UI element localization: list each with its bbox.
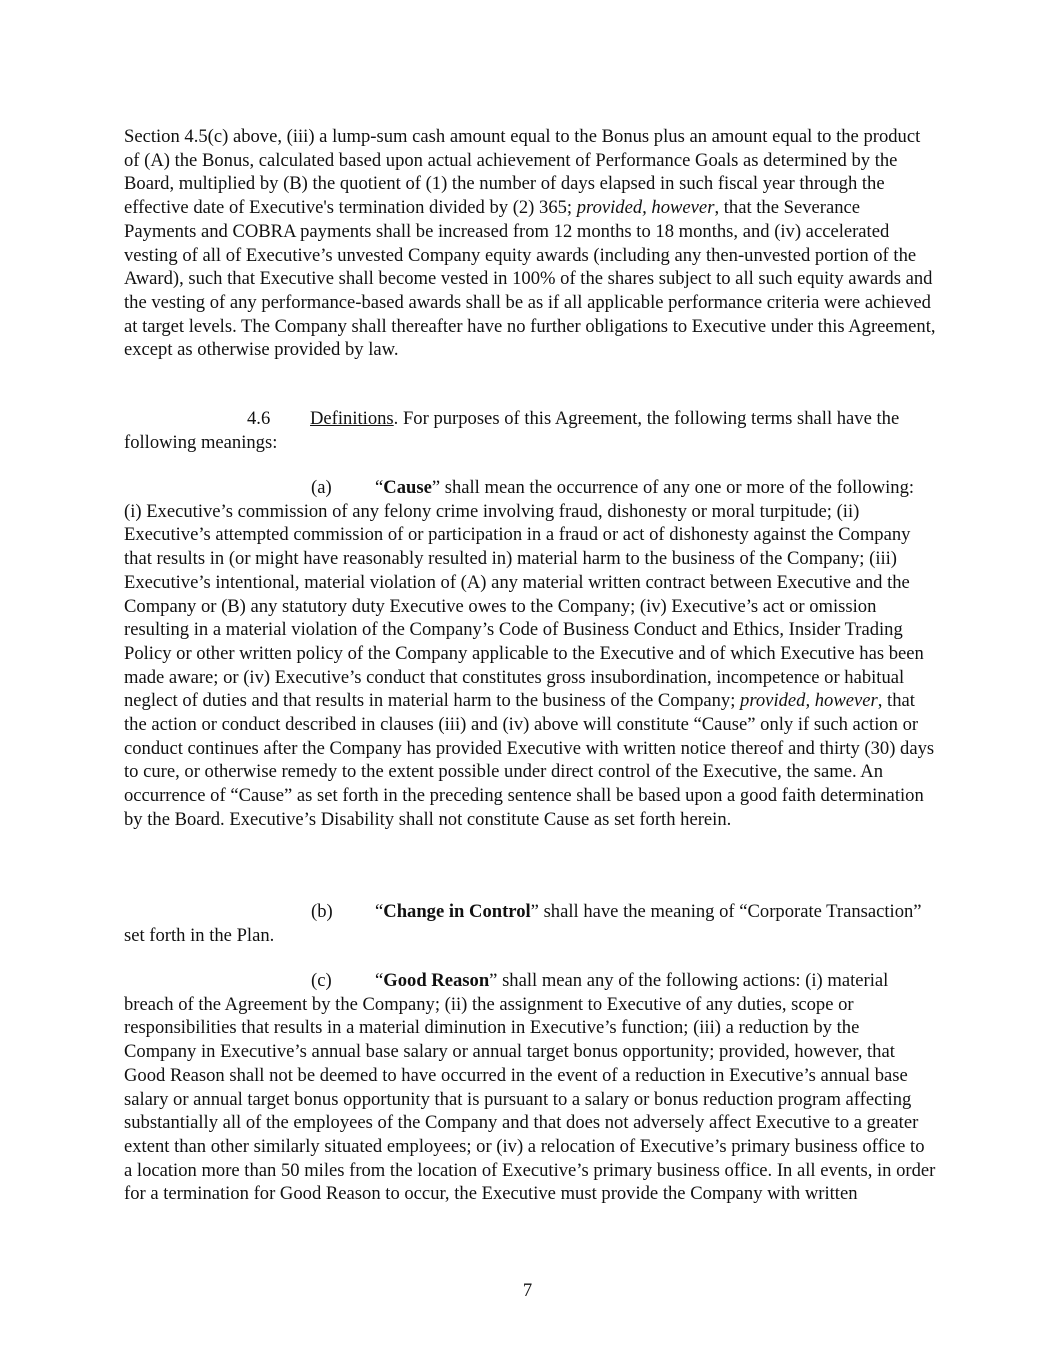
clause-label: (b): [311, 901, 333, 922]
open-quote: “: [375, 477, 384, 498]
page-number: 7: [522, 1280, 533, 1301]
p5-text-a: ” shall mean any of the following actions: (i) material breach of the Agreement by the Company; (ii) the assignment to Executive of any duties, scope or responsibilities that results in a material diminution in Executive’s function; (iii) a reduction by the Company in Executive’s annual base salary or annual target bonus opportunity; provided, however, that Good Reason shall not be deemed to have occurred in the event of a reduction in Executive’s annual base salary or annual target bonus opportunity that is pursuant to a salary or bonus reduction program affecting substantially all of the employees of the Company and that does not adversely affect Executive to a greater extent than other similarly situated employees; or (iv) a relocation of Executive’s primary business office to a location more than 50 miles from the location of Executive’s primary business office. In all events, in order for a termination for Good Reason to occur, the Executive must provide the Company with written: [124, 970, 936, 1205]
defined-term-good-reason: Good Reason: [383, 970, 490, 991]
section-heading-definitions: Definitions: [310, 408, 394, 429]
definition-change-in-control: [124, 900, 936, 947]
defined-term-cause: Cause: [383, 477, 432, 498]
section-number: 4.6: [247, 408, 271, 429]
definition-cause: [124, 476, 936, 832]
open-quote: “: [375, 901, 384, 922]
p3-text-c: , that the action or conduct described in clauses (iii) and (iv) above will constitute “Cause” only if such action or conduct continues after the Company has provided Executive with written notice thereof and thirty (30) days to cure, or otherwise remedy to the extent possible under direct control of the Executive, the same. An occurrence of “Cause” as set forth in the preceding sentence shall be based upon a good faith determination by the Board. Executive’s Disability shall not constitute Cause as set forth herein.: [124, 690, 935, 830]
defined-term-change-in-control: Change in Control: [383, 901, 531, 922]
open-quote: “: [375, 970, 384, 991]
clause-label: (a): [311, 477, 332, 498]
p4-text-a: ” shall have the meaning of “Corporate Transaction” set forth in the Plan.: [124, 901, 922, 946]
section-intro-text: . For purposes of this Agreement, the following terms shall have the following meanings:: [124, 408, 900, 453]
definition-good-reason: [124, 969, 936, 1206]
paragraph-section-4-5-continuation: [124, 125, 936, 362]
p1-italic-proviso: provided, however: [576, 197, 715, 219]
p1-text-a: Section 4.5(c) above, (iii) a lump-sum cash amount equal to the Bonus plus an amount equal to the product of (A) the Bonus, calculated based upon actual achievement of Performance Goals as determined by the Board, multiplied by (B) the quotient of (1) the number of days elapsed in such fiscal year through the effective date of Executive's termination divided by (2) 365;: [124, 126, 921, 219]
p1-text-c: , that the Severance Payments and COBRA payments shall be increased from 12 months to 18 months, and (iv) accelerated vesting of all of Executive’s unvested Company equity awards (including any then-unvested portion of the Award), such that Executive shall become vested in 100% of the shares subject to all such equity awards and the vesting of any performance-based awards shall be as if all applicable performance criteria were achieved at target levels. The Company shall thereafter have no further obligations to Executive under this Agreement, except as otherwise provided by law.: [124, 197, 936, 361]
p3-text-a: ” shall mean the occurrence of any one or more of the following: (i) Executive’s commission of any felony crime involving fraud, dishonesty or moral turpitude; (ii) Executive’s attempted commission of or participation in a fraud or act of dishonesty against the Company that results in (or might have reasonably resulted in) material harm to the business of the Company; (iii) Executive’s intentional, material violation of (A) any material written contract between Executive and the Company or (B) any statutory duty Executive owes to the Company; (iv) Executive’s act or omission resulting in a material violation of the Company’s Code of Business Conduct and Ethics, Insider Trading Policy or other written policy of the Company applicable to the Executive and of which Executive has been made aware; or (iv) Executive’s conduct that constitutes gross insubordination, incompetence or habitual neglect of duties and that results in material harm to the business of the Company;: [124, 477, 924, 712]
p3-italic-proviso: provided, however: [740, 690, 878, 712]
clause-label: (c): [311, 970, 332, 991]
paragraph-section-4-6: [124, 407, 936, 454]
